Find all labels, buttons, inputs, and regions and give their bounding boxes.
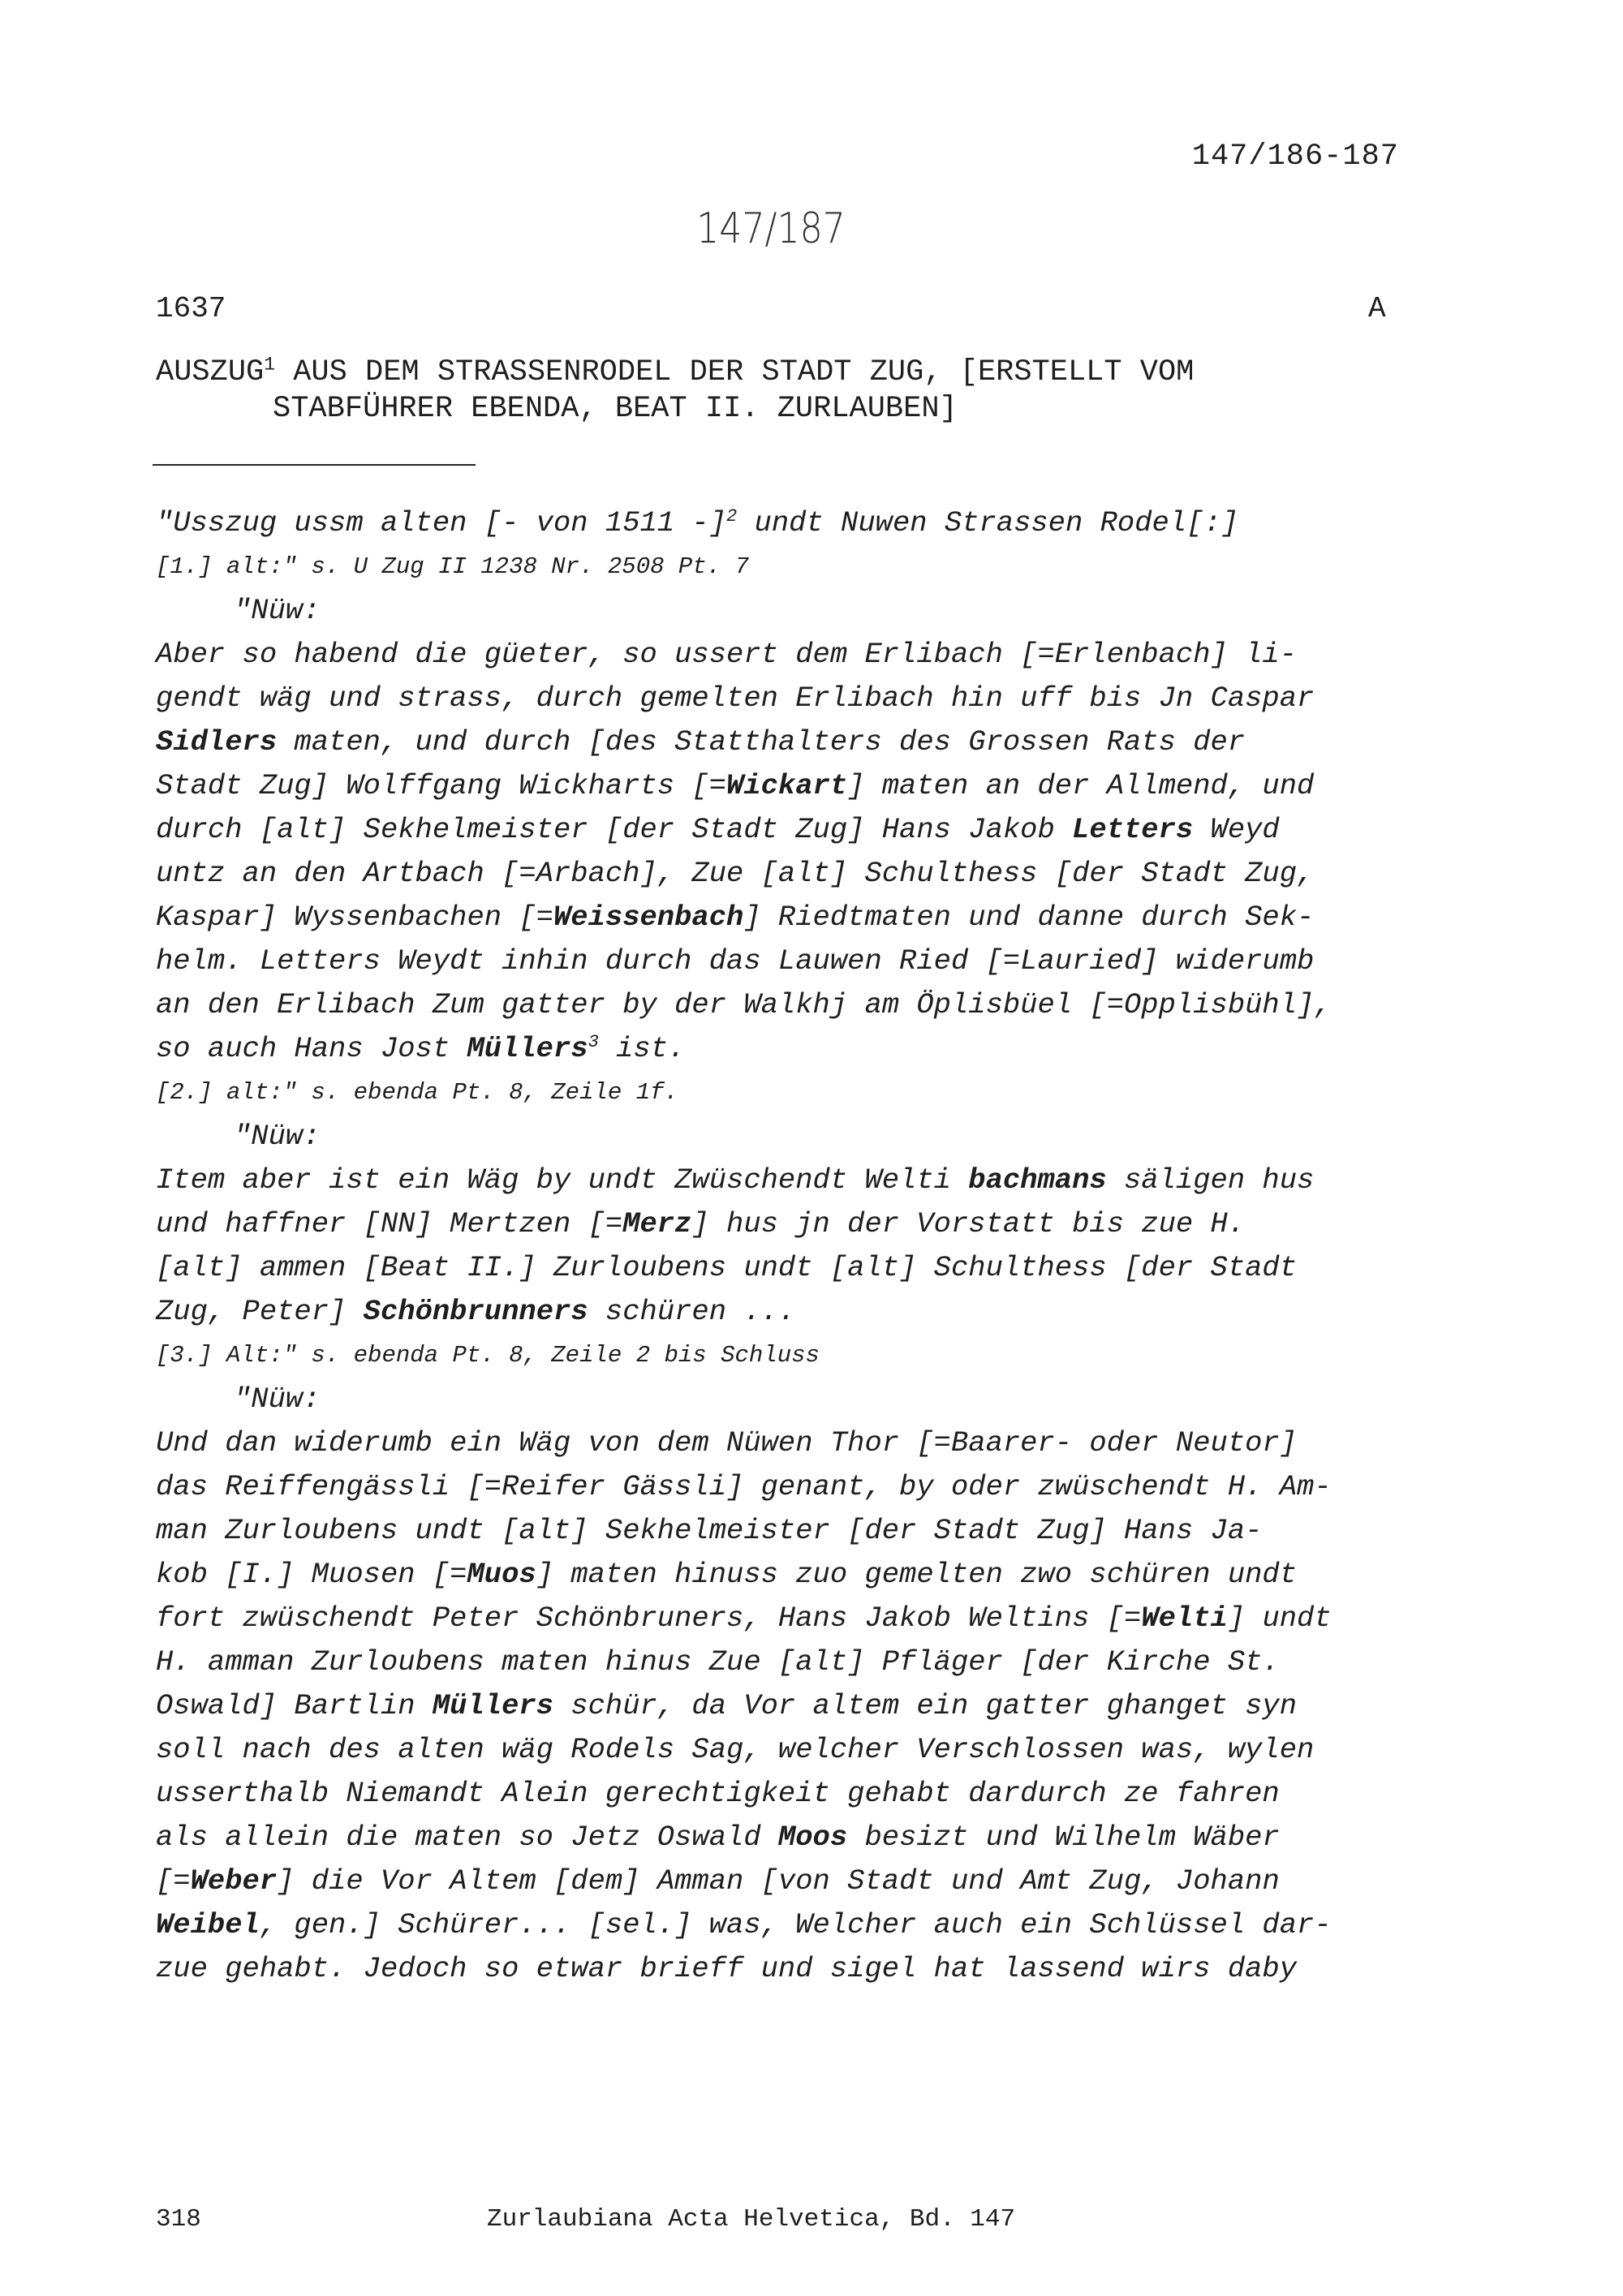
text-line: so auch Hans Jost Müllers$^3$ ist. — [156, 1031, 686, 1065]
text-line: gendt wäg und strass, durch gemelten Erlibach hin uff bis Jn Caspar — [156, 681, 1315, 715]
document-category: A — [1368, 292, 1386, 325]
title-divider — [153, 464, 476, 466]
text-line: [=Weber] die Vor Altem [dem] Amman [von Stadt und Amt Zug, Johann — [156, 1864, 1280, 1898]
text-line: das Reiffengässli [=Reifer Gässli] genant, by oder zwüschendt H. Am- — [156, 1470, 1332, 1503]
person-name: Moos — [777, 1821, 848, 1854]
text-line: Oswald] Bartlin Müllers schür, da Vor altem ein gatter ghanget syn — [156, 1689, 1298, 1722]
document-title-line-2: STABFÜHRER EBENDA, BEAT II. ZURLAUBEN] — [273, 392, 958, 426]
text-line: man Zurloubens undt [alt] Sekhelmeister [der Stadt Zug] Hans Ja- — [156, 1514, 1263, 1547]
text-line: Zug, Peter] Schönbrunners schüren ... — [156, 1295, 796, 1328]
footnote-marker: 3 — [588, 1031, 599, 1052]
title-text: AUSZUG — [156, 355, 265, 389]
text-line: "Usszug ussm alten [- von 1511 -]$^2$ undt Nuwen Strassen Rodel[:] — [156, 505, 1239, 540]
person-name: Müllers — [432, 1689, 553, 1722]
person-name: Weibel — [156, 1908, 260, 1941]
person-name: Letters — [1072, 813, 1194, 846]
person-name: Sidlers — [156, 725, 278, 759]
text-line: Und dan widerumb ein Wäg von dem Nüwen Thor [=Baarer- oder Neutor] — [156, 1426, 1298, 1460]
source-reference: [3.] Alt:" s. ebenda Pt. 8, Zeile 2 bis Schluss — [156, 1342, 820, 1369]
page-reference: 147/186-187 — [1191, 140, 1399, 174]
person-name: Weissenbach — [553, 901, 744, 934]
text-line: als allein die maten so Jetz Oswald Moos besizt und Wilhelm Wäber — [156, 1821, 1280, 1854]
document-title-line-1 — [156, 355, 1194, 389]
person-name: Muos — [467, 1558, 536, 1591]
text-line: Weibel, gen.] Schürer... [sel.] was, Welcher auch ein Schlüssel dar- — [156, 1908, 1332, 1941]
text-line: durch [alt] Sekhelmeister [der Stadt Zug] Hans Jakob Letters Weyd — [156, 813, 1280, 846]
text-line: H. amman Zurloubens maten hinus Zue [alt] Pfläger [der Kirche St. — [156, 1645, 1280, 1679]
series-title: Zurlaubiana Acta Helvetica, Bd. 147 — [487, 2205, 1016, 2234]
person-name: Schönbrunners — [363, 1295, 588, 1328]
person-name: bachmans — [968, 1163, 1107, 1197]
text-line: Sidlers maten, und durch [des Statthalters des Grossen Rats der — [156, 725, 1246, 759]
section-label: "Nüw: — [234, 1382, 321, 1416]
footnote-marker: 2 — [726, 505, 738, 527]
text-line: zue gehabt. Jedoch so etwar brieff und sigel hat lassend wirs daby — [156, 1952, 1298, 1985]
text-line: an den Erlibach Zum gatter by der Walkhj am Öplisbüel [=Opplisbühl], — [156, 988, 1332, 1021]
person-name: Welti — [1141, 1602, 1228, 1635]
text-line: untz an den Artbach [=Arbach], Zue [alt] Schulthess [der Stadt Zug, — [156, 857, 1315, 890]
text-line: Kaspar] Wyssenbachen [=Weissenbach] Riedtmaten und danne durch Sek- — [156, 901, 1315, 934]
text-line: [alt] ammen [Beat II.] Zurloubens undt [alt] Schulthess [der Stadt — [156, 1251, 1298, 1284]
text-line: kob [I.] Muosen [=Muos] maten hinuss zuo gemelten zwo schüren undt — [156, 1558, 1298, 1591]
person-name: Wickart — [726, 769, 848, 802]
person-name: Müllers — [467, 1032, 588, 1065]
document-number: 147/187 — [696, 204, 846, 253]
page-number: 318 — [156, 2205, 201, 2234]
text-line: und haffner [NN] Mertzen [=Merz] hus jn der Vorstatt bis zue H. — [156, 1207, 1246, 1240]
source-reference: [1.] alt:" s. U Zug II 1238 Nr. 2508 Pt. 7 — [156, 553, 749, 580]
text-line: soll nach des alten wäg Rodels Sag, welcher Verschlossen was, wylen — [156, 1733, 1315, 1766]
footnote-marker: 1 — [264, 354, 275, 376]
text-line: fort zwüschendt Peter Schönbruners, Hans Jakob Weltins [=Welti] undt — [156, 1602, 1332, 1635]
document-year: 1637 — [156, 292, 226, 325]
text-line: Item aber ist ein Wäg by undt Zwüschendt Welti bachmans säligen hus — [156, 1163, 1315, 1197]
person-name: Merz — [622, 1207, 692, 1240]
title-text: AUS DEM STRASSENRODEL DER STADT ZUG, [ERSTELLT VOM — [275, 355, 1195, 389]
transcription-body — [156, 501, 1406, 1991]
source-reference: [2.] alt:" s. ebenda Pt. 8, Zeile 1f. — [156, 1079, 678, 1106]
section-label: "Nüw: — [234, 594, 321, 627]
section-label: "Nüw: — [234, 1120, 321, 1153]
text-line: helm. Letters Weydt inhin durch das Lauwen Ried [=Lauried] widerumb — [156, 944, 1315, 978]
text-line: Stadt Zug] Wolffgang Wickharts [=Wickart] maten an der Allmend, und — [156, 769, 1315, 802]
text-line: Aber so habend die güeter, so ussert dem Erlibach [=Erlenbach] li- — [156, 638, 1298, 671]
person-name: Weber — [190, 1864, 278, 1898]
text-line: usserthalb Niemandt Alein gerechtigkeit gehabt dardurch ze fahren — [156, 1777, 1280, 1810]
